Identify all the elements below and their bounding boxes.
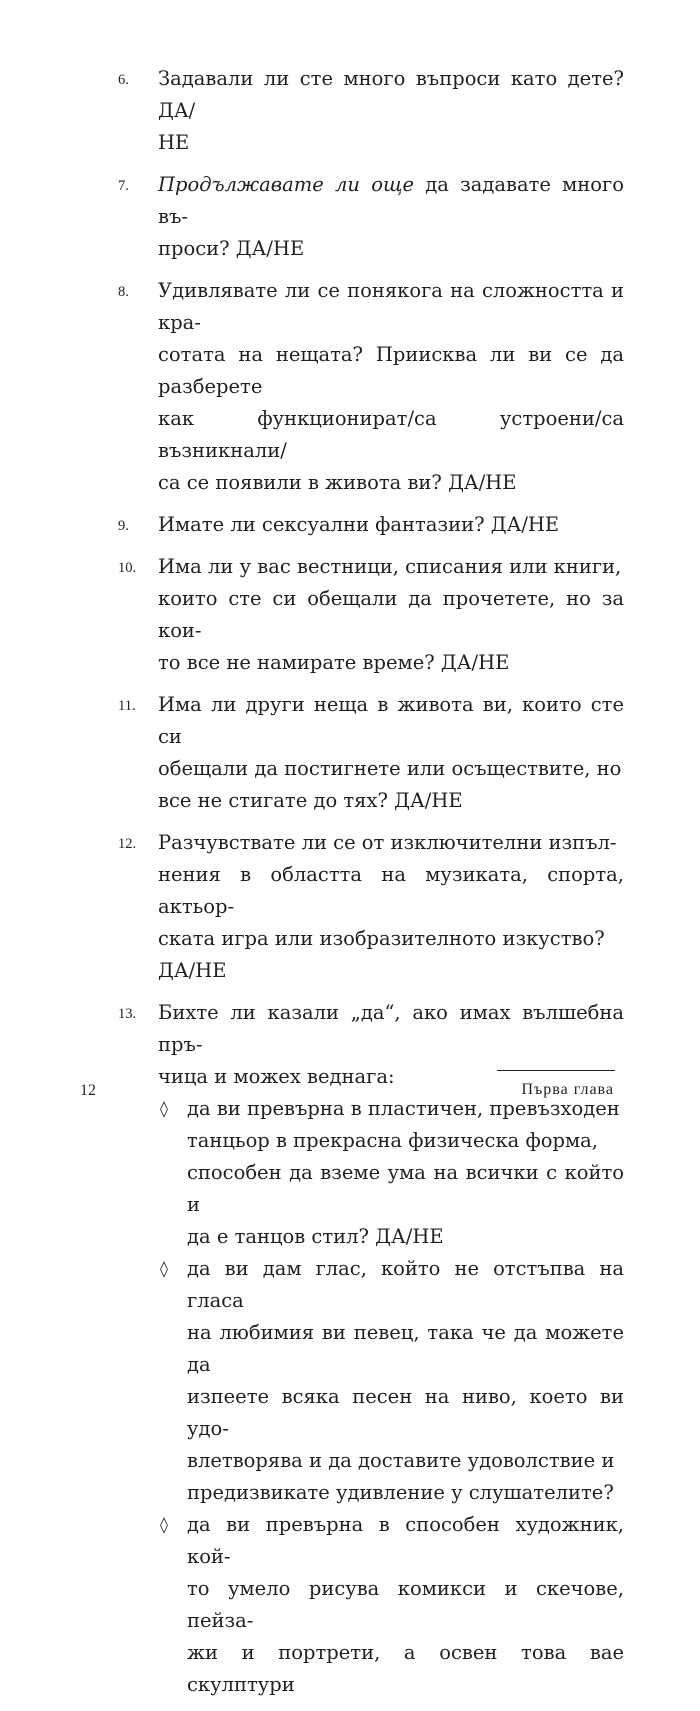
- sub-item-line: жи и портрети, а освен това вае скулптури: [187, 1641, 624, 1696]
- question-9: [118, 509, 624, 541]
- page-number: 12: [80, 1082, 96, 1099]
- sub-item-line: то умело рисува комикси и скечове, пейза-: [187, 1577, 624, 1632]
- sub-item-line: да е танцов стил? ДА/НЕ: [187, 1225, 444, 1248]
- sub-item-line: на любимия ви певец, така че да можете да: [187, 1321, 624, 1376]
- question-line: Бихте ли казали „да“, ако имах вълшебна пръ-: [158, 1001, 624, 1056]
- emphasized-text: Продължавате ли още: [158, 173, 415, 196]
- question-line: Има ли у вас вестници, списания или книги,: [158, 555, 622, 578]
- sub-item-line: способен да вземе ума на всички с който и: [187, 1161, 624, 1216]
- question-line: ДА/НЕ: [158, 959, 227, 982]
- sub-item: [158, 1253, 624, 1509]
- question-line: сотата на нещата? Приисква ли ви се да разберете: [158, 343, 624, 398]
- question-line: Удивлявате ли се понякога на сложността и кра-: [158, 279, 624, 334]
- sub-item-line: да ви превърна в способен художник, кой-: [187, 1513, 624, 1568]
- question-number: 7.: [118, 178, 129, 194]
- question-line: Разчувствате ли се от изключителни изпъл-: [158, 831, 617, 854]
- question-line: нения в областта на музиката, спорта, актьор-: [158, 863, 624, 918]
- question-line: то все не намирате време? ДА/НЕ: [158, 651, 510, 674]
- sub-item-line: влетворява и да доставите удоволствие и: [187, 1449, 615, 1472]
- question-number: 11.: [118, 698, 136, 714]
- question-number: 12.: [118, 836, 137, 852]
- question-line: Има ли други неща в живота ви, които сте си: [158, 693, 624, 748]
- question-line: Задавали ли сте много въпроси като дете? ДА/: [158, 67, 624, 122]
- diamond-bullet-icon: ◊: [160, 1259, 168, 1278]
- question-8: [118, 275, 624, 499]
- question-line: ската игра или изобразителното изкуство?: [158, 927, 605, 950]
- sub-item-line: предизвикате удивление у слушателите?: [187, 1481, 614, 1504]
- question-line: които сте си обещали да прочетете, но за кои-: [158, 587, 624, 642]
- diamond-bullet-icon: ◊: [160, 1515, 168, 1534]
- diamond-bullet-icon: ◊: [160, 1099, 168, 1118]
- sub-item-line: да ви дам глас, който не отстъпва на гласа: [187, 1257, 624, 1312]
- question-11: [118, 689, 624, 817]
- question-line: все не стигате до тях? ДА/НЕ: [158, 789, 463, 812]
- chapter-title: Първа глава: [521, 1081, 614, 1098]
- question-line: чица и можех веднага:: [158, 1065, 395, 1088]
- question-line: са се появили в живота ви? ДА/НЕ: [158, 471, 517, 494]
- question-text: да задавате много въ-: [158, 173, 624, 228]
- question-6: [118, 63, 624, 159]
- question-line: проси? ДА/НЕ: [158, 237, 305, 260]
- question-number: 6.: [118, 72, 129, 88]
- question-10: [118, 551, 624, 679]
- question-list: [118, 63, 624, 1711]
- footer-divider: [497, 1070, 615, 1071]
- question-line: [158, 169, 624, 233]
- sub-item-line: изпеете всяка песен на ниво, което ви удо-: [187, 1385, 624, 1440]
- sub-item-line: танцьор в прекрасна физическа форма,: [187, 1129, 598, 1152]
- question-number: 13.: [118, 1006, 137, 1022]
- question-line: НЕ: [158, 131, 190, 154]
- question-line: обещали да постигнете или осъществите, но: [158, 757, 622, 780]
- question-13: [118, 997, 624, 1701]
- question-line: Имате ли сексуални фантазии? ДА/НЕ: [158, 513, 560, 536]
- question-number: 9.: [118, 518, 129, 534]
- question-number: 8.: [118, 284, 129, 300]
- question-12: [118, 827, 624, 987]
- question-7: [118, 169, 624, 265]
- question-number: 10.: [118, 560, 137, 576]
- sub-item: [158, 1093, 624, 1253]
- sub-item: [158, 1509, 624, 1701]
- sub-item-line: да ви превърна в пластичен, превъзходен: [187, 1097, 620, 1120]
- question-line: как функционират/са устроени/са възникнали/: [158, 407, 624, 462]
